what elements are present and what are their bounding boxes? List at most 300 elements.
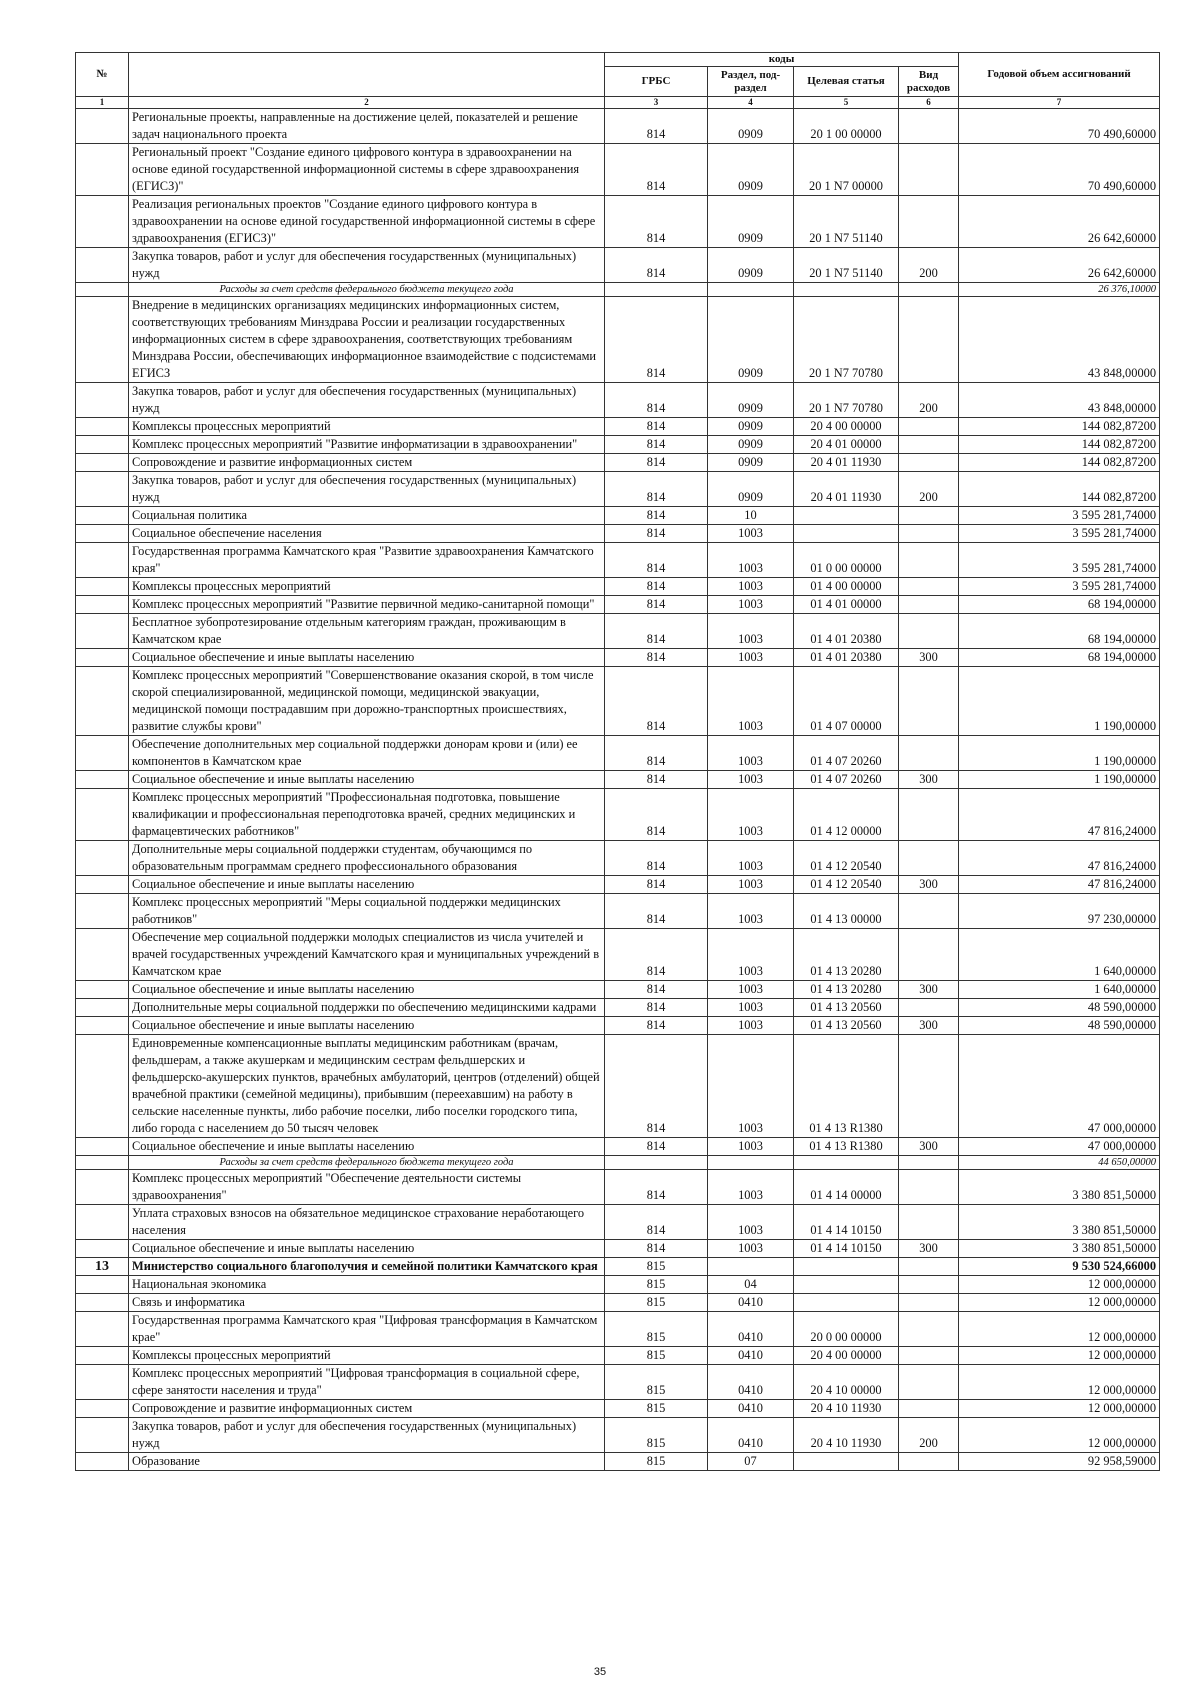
row-name: Социальная политика [129,507,605,525]
row-target-article: 20 4 00 00000 [794,418,899,436]
table-row [76,1294,1160,1312]
row-target-article: 20 0 00 00000 [794,1312,899,1347]
row-expense-type [899,109,959,144]
row-target-article: 01 4 13 00000 [794,894,899,929]
table-row [76,1035,1160,1138]
row-section: 1003 [708,1170,794,1205]
row-number [76,981,129,999]
row-expense-type [899,894,959,929]
row-number [76,1156,129,1170]
row-amount: 47 816,24000 [959,841,1160,876]
row-name: Комплекс процессных мероприятий "Развитие информатизации в здравоохранении" [129,436,605,454]
row-expense-type [899,1400,959,1418]
row-expense-type [899,1170,959,1205]
row-amount: 3 380 851,50000 [959,1205,1160,1240]
row-name: Комплекс процессных мероприятий "Профессиональная подготовка, повышение квалификации и профессиональная переподготовка врачей, средних медицинских и фармацевтических работников" [129,789,605,841]
row-number [76,436,129,454]
row-section [708,1156,794,1170]
row-number [76,1418,129,1453]
row-grbs [605,1156,708,1170]
row-grbs: 814 [605,578,708,596]
row-expense-type: 300 [899,876,959,894]
row-amount: 68 194,00000 [959,649,1160,667]
row-number [76,248,129,283]
table-row [76,578,1160,596]
row-expense-type [899,1294,959,1312]
row-expense-type [899,297,959,383]
row-name: Обеспечение дополнительных мер социальной поддержки донорам крови и (или) ее компонентов в Камчатском крае [129,736,605,771]
row-name: Бесплатное зубопротезирование отдельным категориям граждан, проживающим в Камчатском крае [129,614,605,649]
row-grbs: 814 [605,596,708,614]
row-name: Обеспечение мер социальной поддержки молодых специалистов из числа учителей и врачей государственных учреждений Камчатского края и муниципальных учреждений в Камчатском крае [129,929,605,981]
row-number [76,109,129,144]
row-grbs: 814 [605,109,708,144]
table-row [76,649,1160,667]
row-section: 1003 [708,1017,794,1035]
row-expense-type [899,436,959,454]
table-row [76,1156,1160,1170]
table-header [76,53,1160,109]
row-expense-type [899,525,959,543]
row-number [76,667,129,736]
table-row [76,109,1160,144]
row-section: 0909 [708,297,794,383]
row-amount: 3 595 281,74000 [959,578,1160,596]
row-amount: 43 848,00000 [959,383,1160,418]
row-amount: 12 000,00000 [959,1400,1160,1418]
row-name: Региональные проекты, направленные на достижение целей, показателей и решение задач национального проекта [129,109,605,144]
row-target-article: 01 4 01 20380 [794,649,899,667]
row-target-article: 01 4 07 00000 [794,667,899,736]
budget-table-sheet [75,52,1159,1471]
row-name: Региональный проект "Создание единого цифрового контура в здравоохранении на основе единой государственной информационной системы в сфере здравоохранения (ЕГИСЗ)" [129,144,605,196]
row-amount: 12 000,00000 [959,1347,1160,1365]
row-amount: 1 640,00000 [959,981,1160,999]
row-amount: 26 642,60000 [959,248,1160,283]
row-number [76,1170,129,1205]
row-target-article: 01 4 14 10150 [794,1205,899,1240]
row-target-article: 01 4 13 20280 [794,981,899,999]
row-target-article: 01 4 13 20560 [794,999,899,1017]
row-name: Дополнительные меры социальной поддержки по обеспечению медицинскими кадрами [129,999,605,1017]
row-amount: 1 190,00000 [959,771,1160,789]
row-name: Дополнительные меры социальной поддержки студентам, обучающимся по образовательным программам среднего профессионального образования [129,841,605,876]
row-section: 0410 [708,1312,794,1347]
row-expense-type: 200 [899,472,959,507]
row-grbs: 814 [605,525,708,543]
row-section: 1003 [708,543,794,578]
row-number [76,929,129,981]
table-row [76,614,1160,649]
row-amount: 3 595 281,74000 [959,525,1160,543]
budget-table [75,52,1160,1471]
row-target-article [794,507,899,525]
table-row [76,929,1160,981]
row-amount: 47 816,24000 [959,789,1160,841]
table-row [76,418,1160,436]
row-amount: 70 490,60000 [959,109,1160,144]
col-num-7: 7 [959,97,1160,109]
row-amount: 92 958,59000 [959,1453,1160,1471]
row-section [708,283,794,297]
row-section: 1003 [708,981,794,999]
row-grbs: 814 [605,1170,708,1205]
row-section: 0909 [708,383,794,418]
row-expense-type [899,418,959,436]
table-row [76,999,1160,1017]
row-target-article: 20 4 10 00000 [794,1365,899,1400]
row-target-article: 01 4 07 20260 [794,771,899,789]
row-section: 0909 [708,454,794,472]
row-grbs: 814 [605,418,708,436]
row-expense-type [899,543,959,578]
row-number [76,1205,129,1240]
row-section: 1003 [708,736,794,771]
row-grbs: 814 [605,771,708,789]
row-grbs: 814 [605,999,708,1017]
row-target-article: 01 4 14 10150 [794,1240,899,1258]
table-row [76,736,1160,771]
row-expense-type [899,578,959,596]
row-amount: 68 194,00000 [959,614,1160,649]
row-target-article: 01 4 01 20380 [794,614,899,649]
table-row [76,525,1160,543]
col-num-3: 3 [605,97,708,109]
row-target-article: 01 4 07 20260 [794,736,899,771]
header-section: Раздел, под-раздел [708,67,794,97]
col-num-4: 4 [708,97,794,109]
row-amount: 1 640,00000 [959,929,1160,981]
row-name: Реализация региональных проектов "Создание единого цифрового контура в здравоохранении на основе единой государственной информационной системы в сфере здравоохранения (ЕГИСЗ)" [129,196,605,248]
row-section: 0909 [708,196,794,248]
row-number [76,999,129,1017]
table-row [76,543,1160,578]
row-expense-type: 300 [899,1240,959,1258]
row-expense-type: 300 [899,771,959,789]
row-grbs: 815 [605,1294,708,1312]
row-amount: 144 082,87200 [959,472,1160,507]
row-target-article: 01 4 12 00000 [794,789,899,841]
row-expense-type [899,1035,959,1138]
row-target-article: 01 4 01 00000 [794,596,899,614]
row-grbs: 815 [605,1258,708,1276]
row-section: 07 [708,1453,794,1471]
row-section: 1003 [708,578,794,596]
row-section: 1003 [708,1205,794,1240]
row-expense-type: 300 [899,1138,959,1156]
row-amount: 1 190,00000 [959,667,1160,736]
row-section: 1003 [708,841,794,876]
col-num-6: 6 [899,97,959,109]
row-grbs: 814 [605,1240,708,1258]
row-grbs: 814 [605,1035,708,1138]
row-amount: 144 082,87200 [959,454,1160,472]
table-row [76,667,1160,736]
table-row [76,1170,1160,1205]
row-target-article: 20 4 10 11930 [794,1418,899,1453]
row-amount: 3 595 281,74000 [959,543,1160,578]
row-expense-type [899,929,959,981]
row-target-article [794,283,899,297]
row-number [76,1138,129,1156]
table-row [76,144,1160,196]
row-section: 1003 [708,649,794,667]
row-section [708,1258,794,1276]
row-expense-type [899,454,959,472]
row-amount: 3 380 851,50000 [959,1240,1160,1258]
table-row [76,297,1160,383]
row-expense-type [899,1312,959,1347]
header-name [129,53,605,97]
row-name: Единовременные компенсационные выплаты медицинским работникам (врачам, фельдшерам, а также акушеркам и медицинским сестрам фельдшерских и фельдшерско-акушерских пунктов, врачебных амбулаторий, центров (отделений) общей врачебной практики (семейной медицины), прибывшим (переехавшим) на работу в сельские населенные пункты, либо рабочие поселки, либо поселки городского типа, либо города с населением до 50 тысяч человек [129,1035,605,1138]
row-name: Комплекс процессных мероприятий "Развитие первичной медико-санитарной помощи" [129,596,605,614]
header-vid: Вид расходов [899,67,959,97]
row-number [76,297,129,383]
row-name: Министерство социального благополучия и семейной политики Камчатского края [129,1258,605,1276]
row-name: Комплексы процессных мероприятий [129,1347,605,1365]
row-number [76,472,129,507]
table-row [76,1138,1160,1156]
row-number [76,596,129,614]
row-number [76,196,129,248]
row-target-article: 20 4 01 00000 [794,436,899,454]
row-number [76,876,129,894]
row-number [76,614,129,649]
row-name: Комплекс процессных мероприятий "Обеспечение деятельности системы здравоохранения" [129,1170,605,1205]
row-expense-type [899,1156,959,1170]
row-target-article: 01 4 13 R1380 [794,1138,899,1156]
row-grbs [605,283,708,297]
row-amount: 12 000,00000 [959,1418,1160,1453]
row-section: 0410 [708,1294,794,1312]
table-row [76,1418,1160,1453]
row-expense-type [899,507,959,525]
row-number [76,418,129,436]
row-expense-type [899,999,959,1017]
row-amount: 47 000,00000 [959,1035,1160,1138]
row-target-article [794,1156,899,1170]
row-target-article: 01 4 12 20540 [794,841,899,876]
row-grbs: 815 [605,1365,708,1400]
row-target-article: 20 1 N7 70780 [794,297,899,383]
row-grbs: 814 [605,1138,708,1156]
row-target-article: 01 4 12 20540 [794,876,899,894]
row-grbs: 815 [605,1347,708,1365]
row-amount: 1 190,00000 [959,736,1160,771]
row-number [76,1365,129,1400]
row-expense-type [899,614,959,649]
row-grbs: 814 [605,1017,708,1035]
table-row [76,283,1160,297]
row-grbs: 815 [605,1418,708,1453]
row-section: 0410 [708,1365,794,1400]
row-name: Закупка товаров, работ и услуг для обеспечения государственных (муниципальных) нужд [129,472,605,507]
row-name: Национальная экономика [129,1276,605,1294]
row-target-article: 01 4 13 20560 [794,1017,899,1035]
row-amount: 47 816,24000 [959,876,1160,894]
row-section: 1003 [708,771,794,789]
row-expense-type [899,596,959,614]
row-name: Связь и информатика [129,1294,605,1312]
table-row [76,894,1160,929]
row-name: Социальное обеспечение и иные выплаты населению [129,981,605,999]
row-name: Социальное обеспечение и иные выплаты населению [129,1138,605,1156]
table-row [76,507,1160,525]
row-section: 0410 [708,1418,794,1453]
row-amount: 97 230,00000 [959,894,1160,929]
row-number [76,1453,129,1471]
row-grbs: 814 [605,196,708,248]
row-grbs: 814 [605,736,708,771]
row-target-article: 20 1 N7 51140 [794,248,899,283]
row-name: Внедрение в медицинских организациях медицинских информационных систем, соответствующих требованиям Минздрава России и реализации государственных информационных систем в сфере здравоохранения, соответствующих требованиям Минздрава России, обеспечивающих информационное взаимодействие с подсистемами ЕГИСЗ [129,297,605,383]
row-target-article: 01 4 13 R1380 [794,1035,899,1138]
row-expense-type [899,196,959,248]
row-section: 0909 [708,472,794,507]
header-volume: Годовой объем ассигнований [959,53,1160,97]
row-grbs: 814 [605,876,708,894]
row-grbs: 814 [605,436,708,454]
row-amount: 9 530 524,66000 [959,1258,1160,1276]
table-row [76,1240,1160,1258]
row-section: 1003 [708,929,794,981]
table-body [76,109,1160,1471]
row-amount: 44 650,00000 [959,1156,1160,1170]
row-grbs: 814 [605,507,708,525]
row-expense-type [899,283,959,297]
row-number [76,841,129,876]
row-amount: 144 082,87200 [959,436,1160,454]
row-section: 1003 [708,525,794,543]
row-grbs: 814 [605,614,708,649]
row-amount: 48 590,00000 [959,1017,1160,1035]
table-row [76,436,1160,454]
row-target-article [794,525,899,543]
row-number [76,578,129,596]
row-name: Сопровождение и развитие информационных систем [129,1400,605,1418]
row-expense-type [899,1276,959,1294]
row-number [76,507,129,525]
row-section: 1003 [708,999,794,1017]
row-amount: 68 194,00000 [959,596,1160,614]
row-amount: 12 000,00000 [959,1276,1160,1294]
row-expense-type [899,1205,959,1240]
row-number [76,1312,129,1347]
row-name: Социальное обеспечение и иные выплаты населению [129,649,605,667]
row-grbs: 814 [605,894,708,929]
row-grbs: 814 [605,649,708,667]
row-number [76,1347,129,1365]
row-amount: 48 590,00000 [959,999,1160,1017]
row-grbs: 815 [605,1276,708,1294]
row-expense-type [899,841,959,876]
row-section: 0909 [708,144,794,196]
row-grbs: 814 [605,667,708,736]
row-grbs: 814 [605,929,708,981]
table-row [76,1312,1160,1347]
row-number [76,543,129,578]
row-section: 0909 [708,109,794,144]
header-number: № [76,53,129,97]
table-row [76,596,1160,614]
row-grbs: 814 [605,841,708,876]
row-section: 1003 [708,596,794,614]
row-amount: 3 595 281,74000 [959,507,1160,525]
row-amount: 144 082,87200 [959,418,1160,436]
row-number [76,736,129,771]
row-number: 13 [76,1258,129,1276]
row-grbs: 814 [605,472,708,507]
row-expense-type [899,789,959,841]
row-name: Комплексы процессных мероприятий [129,578,605,596]
row-number [76,771,129,789]
row-number [76,283,129,297]
row-target-article: 01 4 14 00000 [794,1170,899,1205]
row-target-article: 20 4 00 00000 [794,1347,899,1365]
header-grbs: ГРБС [605,67,708,97]
row-name: Социальное обеспечение и иные выплаты населению [129,1017,605,1035]
row-grbs: 814 [605,454,708,472]
table-row [76,1205,1160,1240]
row-amount: 43 848,00000 [959,297,1160,383]
row-name: Закупка товаров, работ и услуг для обеспечения государственных (муниципальных) нужд [129,383,605,418]
row-name: Закупка товаров, работ и услуг для обеспечения государственных (муниципальных) нужд [129,1418,605,1453]
row-expense-type: 300 [899,1017,959,1035]
row-expense-type [899,1365,959,1400]
row-name: Расходы за счет средств федерального бюджета текущего года [129,283,605,297]
row-name: Социальное обеспечение и иные выплаты населению [129,876,605,894]
col-num-2: 2 [129,97,605,109]
row-name: Расходы за счет средств федерального бюджета текущего года [129,1156,605,1170]
row-expense-type: 200 [899,383,959,418]
row-number [76,789,129,841]
row-expense-type: 200 [899,1418,959,1453]
row-number [76,1400,129,1418]
row-grbs: 814 [605,981,708,999]
table-row [76,841,1160,876]
row-section: 0410 [708,1347,794,1365]
table-row [76,981,1160,999]
table-row [76,1365,1160,1400]
table-row [76,1453,1160,1471]
table-row [76,383,1160,418]
row-target-article [794,1294,899,1312]
row-grbs: 815 [605,1312,708,1347]
row-name: Социальное обеспечение и иные выплаты населению [129,1240,605,1258]
row-name: Государственная программа Камчатского края "Цифровая трансформация в Камчатском крае" [129,1312,605,1347]
row-target-article: 01 4 00 00000 [794,578,899,596]
table-row [76,1276,1160,1294]
row-name: Государственная программа Камчатского края "Развитие здравоохранения Камчатского края" [129,543,605,578]
row-section: 1003 [708,667,794,736]
row-name: Комплексы процессных мероприятий [129,418,605,436]
row-section: 0909 [708,248,794,283]
header-target: Целевая статья [794,67,899,97]
row-target-article: 20 1 N7 51140 [794,196,899,248]
row-target-article [794,1453,899,1471]
col-num-1: 1 [76,97,129,109]
row-number [76,144,129,196]
row-expense-type: 300 [899,981,959,999]
row-section: 1003 [708,789,794,841]
row-section: 1003 [708,614,794,649]
row-number [76,1035,129,1138]
page-number: 35 [593,1666,607,1678]
row-expense-type [899,667,959,736]
row-name: Социальное обеспечение населения [129,525,605,543]
table-row [76,248,1160,283]
row-name: Образование [129,1453,605,1471]
